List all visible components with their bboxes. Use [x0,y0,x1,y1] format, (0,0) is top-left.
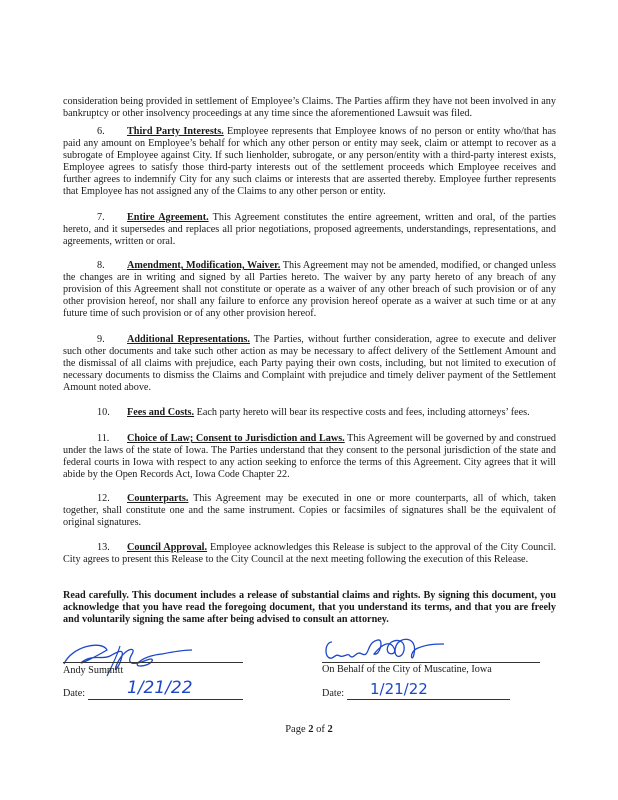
section-number: 8. [97,260,105,271]
section-number: 11. [97,433,110,444]
right-date-label: Date: [322,688,345,699]
city-signatory: On Behalf of the City of Muscatine, Iowa [322,664,492,675]
left-date-value: 1/21/22 [127,678,193,698]
section-heading: Additional Representations. [127,334,250,345]
section-heading: Entire Agreement. [127,212,209,223]
section-13 [63,542,556,566]
section-text: The Parties, without further consideration, agree to execute and deliver such other documents and take such other action as may be necessary to affect delivery of the Settlement Amount and the dismissal of all claims with prejudice, each Party paying their own costs, including, but not limited to execution of necessary documents to dismiss the Claims and Complaint with prejudice and timely deliver payment of the Settlement Amount noted above. [63,334,557,394]
section-11 [63,433,556,481]
section-number: 13. [97,542,110,553]
section-number: 10. [97,407,110,418]
city-signature-line [322,662,540,663]
footer-of: of [313,724,328,735]
footer-prefix: Page [285,724,309,735]
section-text: This Agreement will be governed by and construed under the laws of the state of Iowa. The Parties understand that they consent to the personal jurisdiction of the state and federal courts in Iowa with respect to any action seeking to enforce the terms of this Agreement. City agrees that it will abide by the Open Records Act, Iowa Code Chapter 22. [63,433,556,481]
intro-paragraph: consideration being provided in settlement of Employee’s Claims. The Parties affirm they have not been involved in any bankruptcy or other insolvency proceedings at any time since the aforementioned Lawsuit was filed. [63,96,556,120]
section-text: This Agreement may be executed in one or more counterparts, all of which, taken together, shall constitute one and the same instrument. Copies or facsimiles of signatures shall be the equivalent of original signatures. [63,493,556,529]
footer-page-number: 2 [308,724,314,735]
section-text: Employee acknowledges this Release is subject to the approval of the City Council. City agrees to present this Release to the City Council at the next meeting following the execution of this Release. [63,542,556,566]
section-heading: Council Approval. [127,542,208,553]
section-10 [63,407,556,419]
left-date-line [88,699,243,700]
right-date-line [347,699,510,700]
section-8 [63,260,556,320]
section-text: This Agreement may not be amended, modified, or changed unless the changes are in writing and signed by all Parties hereto. The waiver by any party hereto of any breach of any provision of this Agreement shall not constitute or operate as a waiver of any other breach of such provision or of any other provision hereof, nor shall any failure to enforce any provision hereof operate as a waiver at such time or at any future time of such provision or of any other provision hereof. [63,260,556,320]
left-date-label: Date: [63,688,86,699]
section-number: 7. [97,212,105,223]
employee-name: Andy Summitt [63,665,124,676]
page-footer [0,724,618,735]
right-date-value: 1/21/22 [370,680,428,698]
section-7 [63,212,556,248]
section-number: 12. [97,493,110,504]
section-9 [63,334,556,394]
section-heading: Amendment, Modification, Waiver. [127,260,281,271]
warning-paragraph: Read carefully. This document includes a release of substantial claims and rights. By signing this document, you acknowledge that you have read the foregoing document, that you understand its terms, and that you are freely and voluntarily signing the same after being advised to consult an attorney. [63,590,556,626]
section-text: Each party hereto will bear its respective costs and fees, including attorneys’ fees. [194,407,530,418]
section-heading: Choice of Law; Consent to Jurisdiction and Laws. [127,433,345,444]
section-12 [63,493,556,529]
employee-signature-line [63,662,243,663]
section-heading: Fees and Costs. [127,407,195,418]
section-heading: Counterparts. [127,493,189,504]
section-text: This Agreement constitutes the entire agreement, written and oral, of the parties hereto, and it supersedes and replaces all prior negotiations, proposed agreements, understandings, representations, and agreements, written or oral. [63,212,556,248]
section-number: 6. [97,126,105,137]
footer-total-pages: 2 [327,724,333,735]
section-heading: Third Party Interests. [127,126,224,137]
section-number: 9. [97,334,105,345]
section-text: Employee represents that Employee knows of no person or entity who/that has paid any amount on Employee’s behalf for which any other person or entity may seek, claim or attempt to recover as a subrogate of Employee against City. If such lienholder, subrogate, or any person/entity with a third-party interest exists, Employee agrees to satisfy those third-party interests out of the settlement proceeds which Employee receives and further agrees to indemnify City for any such claims or interests that are asserted thereby. Employee further represents that Employee has not assigned any of the Claims to any other person or entity. [63,126,556,198]
section-6 [63,126,556,199]
